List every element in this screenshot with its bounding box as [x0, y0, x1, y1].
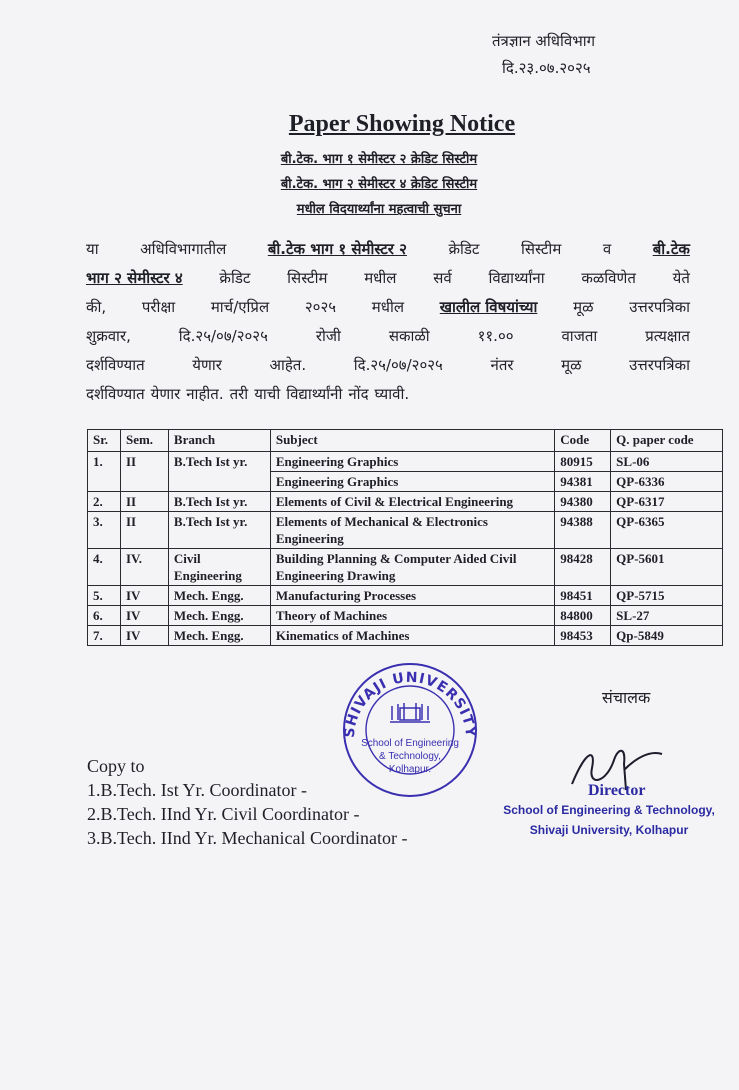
table-row: [88, 512, 723, 549]
cell-branch: Civil Engineering: [168, 549, 270, 586]
body-word: सर्व: [433, 269, 452, 287]
body-word: सकाळी: [388, 327, 430, 345]
director-block: [496, 782, 722, 840]
header-code: Code: [555, 430, 611, 452]
body-word: येणार: [192, 356, 222, 374]
subheadings: [0, 147, 739, 222]
table-row: [88, 606, 723, 626]
cell-qp-code: QP-5715: [611, 586, 723, 606]
body-word: की,: [86, 298, 107, 316]
subheading-1: बी.टेक. भाग १ सेमीस्टर २ क्रेडिट सिस्टीम: [280, 152, 478, 167]
cell-subject: Engineering Graphics: [270, 452, 554, 472]
body-word: आहेत.: [269, 356, 307, 374]
body-word: उत्तरपत्रिका: [629, 298, 690, 316]
cell-subject: Kinematics of Machines: [270, 626, 554, 646]
cell-sr: 1.: [88, 452, 121, 472]
cell-subject: Elements of Mechanical & Electronics Engineering: [270, 512, 554, 549]
department-header: [492, 28, 595, 82]
copy-heading: Copy to: [87, 756, 145, 776]
cell-sem: II: [120, 512, 168, 549]
body-word: मधील: [371, 298, 405, 316]
body-word: विद्यार्थ्यांना: [488, 269, 545, 287]
cell-branch: B.Tech Ist yr.: [168, 452, 270, 472]
body-word: सिस्टीम: [287, 269, 328, 287]
signatory-label: संचालक: [602, 688, 651, 707]
body-word: वाजता: [561, 327, 598, 345]
copy-item: 1.B.Tech. Ist Yr. Coordinator -: [87, 780, 308, 800]
cell-sem: II: [120, 492, 168, 512]
cell-sr: 7.: [88, 626, 121, 646]
copy-to-section: [87, 754, 407, 850]
cell-sem: IV: [120, 606, 168, 626]
body-word: मार्च/एप्रिल: [210, 298, 270, 316]
body-word: दर्शविण्यात: [86, 385, 145, 403]
cell-sem: IV: [120, 586, 168, 606]
cell-sr: [88, 472, 121, 492]
body-word: तरी: [229, 385, 249, 403]
emblem-icon: [390, 703, 430, 722]
subheading-2: बी.टेक. भाग २ सेमीस्टर ४ क्रेडिट सिस्टीम: [280, 177, 478, 192]
body-word: दि.२५/०७/२०२५: [353, 356, 443, 374]
body-word: या: [86, 240, 99, 258]
body-line: [86, 380, 690, 409]
body-emphasis: बी.टेक भाग १ सेमीस्टर २: [267, 240, 407, 258]
body-line: [86, 322, 690, 351]
body-word: सिस्टीम: [521, 240, 562, 258]
header-qp-code: Q. paper code: [611, 430, 723, 452]
cell-branch: [168, 472, 270, 492]
stamp-line-3: Kolhapur.: [388, 764, 432, 775]
body-word: नोंद: [348, 385, 369, 403]
cell-branch: Mech. Engg.: [168, 606, 270, 626]
cell-sem: [120, 472, 168, 492]
table-header-row: [88, 430, 723, 452]
cell-qp-code: SL-27: [611, 606, 723, 626]
body-word: याची: [254, 385, 281, 403]
subjects-table: [87, 429, 723, 646]
body-word: कळविणेत: [581, 269, 636, 287]
body-word: क्रेडिट: [448, 240, 480, 258]
cell-branch: Mech. Engg.: [168, 586, 270, 606]
cell-sem: II: [120, 452, 168, 472]
notice-title: Paper Showing Notice: [288, 111, 516, 137]
cell-qp-code: SL-06: [611, 452, 723, 472]
stamp-line-2: & Technology,: [379, 751, 441, 762]
body-word: दि.२५/०७/२०२५: [178, 327, 268, 345]
cell-sem: IV: [120, 626, 168, 646]
body-word: उत्तरपत्रिका: [629, 356, 690, 374]
cell-qp-code: QP-6317: [611, 492, 723, 512]
cell-code: 98451: [555, 586, 611, 606]
cell-code: 94380: [555, 492, 611, 512]
body-emphasis: खालील विषयांच्या: [439, 298, 538, 316]
cell-sem: IV.: [120, 549, 168, 586]
table-row: [88, 472, 723, 492]
body-word: दर्शविण्यात: [86, 356, 145, 374]
cell-subject: Elements of Civil & Electrical Engineering: [270, 492, 554, 512]
body-line: [86, 351, 690, 380]
header-sem: Sem.: [120, 430, 168, 452]
cell-subject: Engineering Graphics: [270, 472, 554, 492]
body-word: मधील: [364, 269, 397, 287]
table-row: [88, 626, 723, 646]
copy-item: 3.B.Tech. IInd Yr. Mechanical Coordinator -: [87, 828, 408, 848]
stamp-ring-text: SHIVAJI UNIVERSITY: [341, 669, 479, 739]
cell-code: 94381: [555, 472, 611, 492]
body-word: नंतर: [490, 356, 514, 374]
cell-qp-code: QP-5601: [611, 549, 723, 586]
table-row: [88, 452, 723, 472]
body-word: ११.००: [477, 327, 514, 345]
cell-subject: Manufacturing Processes: [270, 586, 554, 606]
cell-qp-code: QP-6336: [611, 472, 723, 492]
cell-qp-code: QP-6365: [611, 512, 723, 549]
body-word: अधिविभागातील: [140, 240, 227, 258]
body-word: मूळ: [573, 298, 594, 316]
cell-code: 94388: [555, 512, 611, 549]
body-line: [86, 235, 690, 264]
table-row: [88, 586, 723, 606]
cell-code: 98428: [555, 549, 611, 586]
director-line-2: Shivaji University, Kolhapur: [529, 823, 689, 837]
director-line-1: School of Engineering & Technology,: [503, 803, 715, 817]
cell-branch: B.Tech Ist yr.: [168, 512, 270, 549]
cell-sr: 3.: [88, 512, 121, 549]
cell-branch: Mech. Engg.: [168, 626, 270, 646]
body-word: प्रत्यक्षात: [645, 327, 690, 345]
cell-code: 84800: [555, 606, 611, 626]
body-line: [86, 264, 690, 293]
notice-date: दि.२३.०७.२०२५: [502, 59, 591, 77]
cell-sr: 4.: [88, 549, 121, 586]
body-emphasis: भाग २ सेमीस्टर ४: [86, 269, 183, 287]
body-word: विद्यार्थ्यांनी: [286, 385, 343, 403]
cell-qp-code: Qp-5849: [611, 626, 723, 646]
body-emphasis: बी.टेक: [652, 240, 690, 258]
body-word: येते: [672, 269, 690, 287]
body-word: मूळ: [561, 356, 582, 374]
body-word: क्रेडिट: [219, 269, 251, 287]
body-word: व: [602, 240, 612, 258]
subheading-3: मधील विदयार्थ्यांना महत्वाची सुचना: [296, 202, 462, 217]
notice-body: [86, 235, 690, 409]
cell-code: 98453: [555, 626, 611, 646]
body-word: २०२५: [304, 298, 337, 316]
header-sr: Sr.: [88, 430, 121, 452]
body-word: येणार: [150, 385, 181, 403]
body-word: नाहीत.: [186, 385, 224, 403]
body-word: घ्यावी.: [374, 385, 410, 403]
cell-branch: B.Tech Ist yr.: [168, 492, 270, 512]
cell-sr: 6.: [88, 606, 121, 626]
stamp-line-1: School of Engineering: [361, 738, 459, 749]
cell-sr: 2.: [88, 492, 121, 512]
table-row: [88, 549, 723, 586]
header-subject: Subject: [270, 430, 554, 452]
cell-sr: 5.: [88, 586, 121, 606]
header-branch: Branch: [168, 430, 270, 452]
director-title: Director: [588, 782, 646, 799]
svg-text:SHIVAJI UNIVERSITY: [342, 670, 478, 739]
body-line: [86, 293, 690, 322]
body-word: शुक्रवार,: [86, 327, 131, 345]
department-name: तंत्रज्ञान अधिविभाग: [492, 32, 596, 50]
copy-item: 2.B.Tech. IInd Yr. Civil Coordinator -: [87, 804, 360, 824]
body-word: परीक्षा: [141, 298, 176, 316]
cell-subject: Building Planning & Computer Aided Civil Engineering Drawing: [270, 549, 554, 586]
table-row: [88, 492, 723, 512]
cell-subject: Theory of Machines: [270, 606, 554, 626]
body-word: रोजी: [315, 327, 341, 345]
cell-code: 80915: [555, 452, 611, 472]
